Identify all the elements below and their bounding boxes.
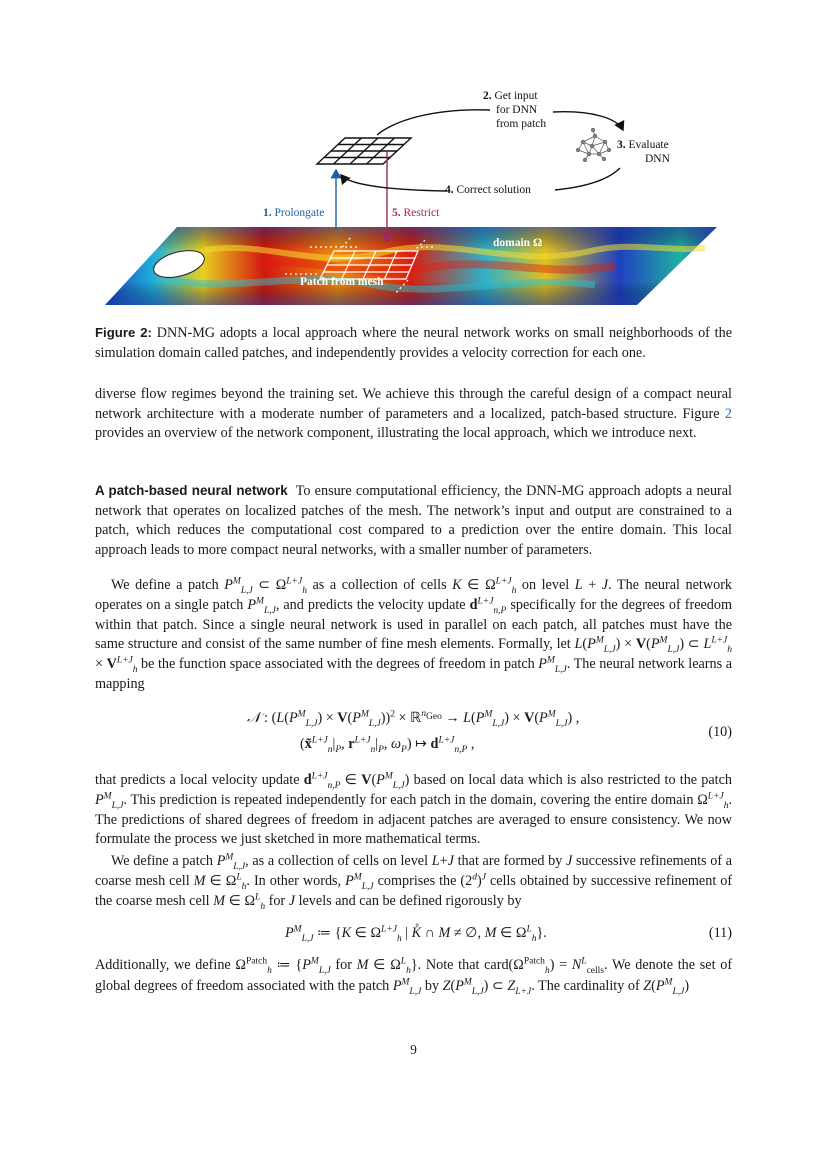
equation-10: 𝒩 : $(L(P^M_{L,J}) \times V(P^M_{L,J}))^2$ × ℝ$^{n_{Geo}}$ → $L(P^M_{L,J}) \times V(P^M_{L,J})$ , ($x̃^{L+J}_n|_P$, $r^{L+J}_n|_P$, $\omega_P$) ↦ $d^{L+J}_{n,P}$ , (10) [247,709,732,755]
paragraph-4: that predicts a local velocity update $d^{L+J}_{n,P}$ ∈ $V(P^M_{L,J})$ based on local data which is also restricted to the patch $P^M_{L,J}$. This prediction is repeated independently for each patch in the domain, covering the entire domain $\Omega^{L+J}_h$. The predictions of shared degrees of freedom in adjacent patches are averaged to ensure consistency. We now formulate the process we just sketched in more mathematical terms. [95,771,733,848]
paragraph-5: We define a patch $P^M_{L,J}$, as a collection of cells on level L+J that are formed by J successive refinements of a coarse mesh cell M ∈ $\Omega^L_h$. In other words, $P^M_{L,J}$ comprises the $(2^d)^J$ cells obtained by successive refinement of the coarse mesh cell M ∈ $\Omega^L_h$ for J levels and can be defined rigorously by [95,852,733,912]
step2-label: 2. Get input for DNN from patch [483,90,547,130]
correct-solution-arrow [341,175,447,191]
page-number: 9 [410,1042,417,1057]
paragraph-2: A patch-based neural network To ensure computational efficiency, the DNN-MG approach adopts a neural network that operates on localized patches of the mesh. The network’s input and output are constrained to a patch, which reduces the computational cost compared to a prediction over the entire domain. This local approach leads to more compact neural networks, with a smaller number of parameters. [95,483,732,558]
step5-label: 5. Restrict [392,207,440,219]
step3-label: 3. Evaluate DNN [617,139,670,165]
paragraph-6: Additionally, we define $\Omega^{Patch}_h$ ≔ {$P^M_{L,J}$ for M ∈ $\Omega^L_h$}. Note that $card(\Omega^{Patch}_h) = N^L_{cells}$. We denote the set of global degrees of freedom associated with the patch $P^M_{L,J}$ by $Z(P^M_{L,J})$ ⊂ $Z_{L+J}$. The cardinality of $Z(P^M_{L,J})$ [95,956,733,997]
patch-label: Patch from mesh [300,276,384,288]
caption-label: Figure 2: [95,325,152,340]
figure-graphic [95,80,732,315]
step1-label: 1. Prolongate [263,207,325,219]
equation-11: $P^M_{L,J}$ ≔ {K ∈ $\Omega^{L+J}_h$ | K̊ ∩ M ≠ ∅, M ∈ $\Omega^L_h$}. (11) [285,924,732,944]
paragraph-1: diverse flow regimes beyond the training set. We achieve this through the careful design of a compact neural network architecture with a moderate number of parameters and a localized, patch-based structure. Figure 2 provides an overview of the network component, illustrating the local approach, which we introduce next. [95,386,733,441]
equation-11-number: (11) [708,925,732,941]
step4-label: 4. Correct solution [445,184,531,196]
figure-caption [95,323,732,363]
patch-grid [317,138,411,164]
equation-10-number: (10) [708,724,732,740]
domain-label: domain Ω [493,237,543,249]
figure-ref-link[interactable]: 2 [724,405,733,422]
paragraph-3: We define a patch $P^M_{L,J}$ ⊂ $\Omega^{L+J}_h$ as a collection of cells K ∈ $\Omega^{L+J}_h$ on level L + J. The neural network operates on a single patch $P^M_{L,J}$, and predicts the velocity update $d^{L+J}_{n,P}$ specifically for the degrees of freedom within that patch. Since a single neural network is used in parallel on each patch, all patches must have the same structure and consist of the same number of fine mesh elements. Formally, let $L(P^M_{L,J}) \times V(P^M_{L,J})$ ⊂ $L^{L+J}_h \times V^{L+J}_h$ be the function space associated with the degrees of freedom in patch $P^M_{L,J}$. The neural network learns a mapping [95,576,733,692]
section-heading: A patch-based neural network [95,483,288,498]
get-input-arrow [553,112,623,130]
caption-text: DNN-MG adopts a local approach where the neural network works on small neighborhoods of the simulation domain called patches, and independently provides a velocity correction for each one. [95,325,733,361]
figure-dnn-mg-overview [95,80,732,315]
dnn-icon [576,128,610,161]
